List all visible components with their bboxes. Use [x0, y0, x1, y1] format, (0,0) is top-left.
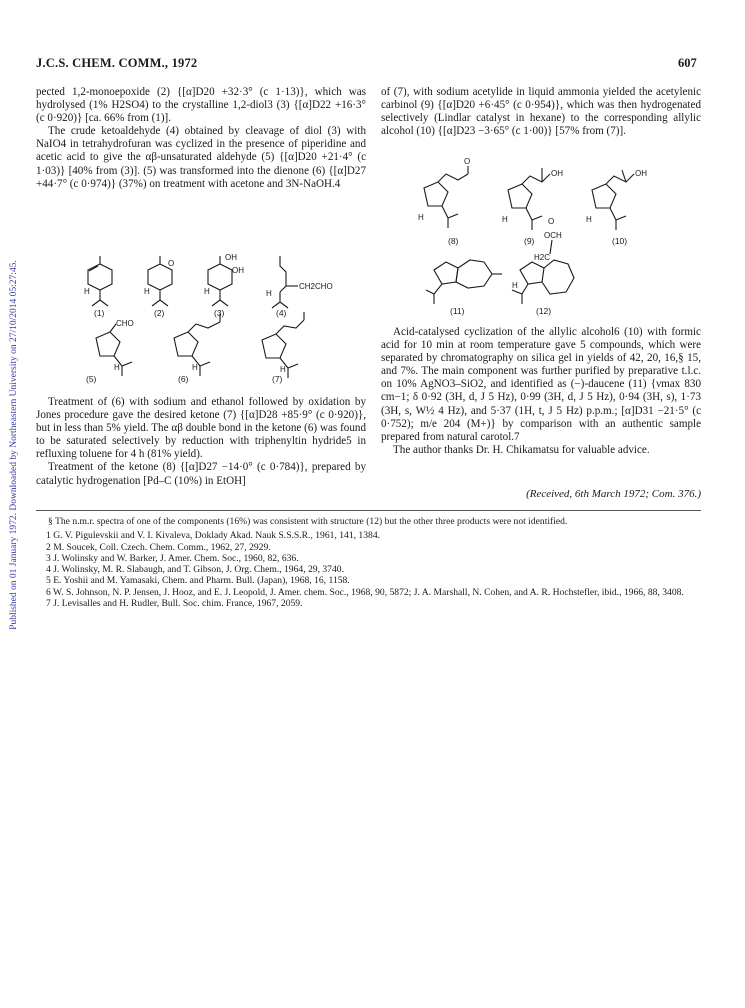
compound-label: (3)	[214, 308, 225, 318]
hydroxyl-label: OH	[225, 253, 237, 262]
compound-label: (5)	[86, 374, 97, 384]
h-label: H	[512, 281, 518, 290]
structures-1-4	[80, 253, 350, 318]
cho-label: CHO	[116, 319, 134, 328]
paragraph: The crude ketoaldehyde (4) obtained by cleavage of diol (3) with NaIO4 in tetrahydrofuran was cyclized in the presence of piperidine and acetic acid to give the αβ-unsaturated aldehyde (5) {[α]D20 +21·4° (c 1·03)} [40% from (3)]. (5) was transformed into the dienone (6) {[α]D27 +44·7° (c 0·974)} (37%) on treatment with acetone and 3N-NaOH.4	[36, 125, 366, 190]
compound-label: (7)	[272, 374, 283, 384]
left-column-bottom	[36, 396, 366, 488]
reference-item: 4 J. Wolinsky, M. R. Slabaugh, and T. Gibson, J. Org. Chem., 1964, 29, 3740.	[46, 564, 344, 576]
h-label: H	[114, 363, 120, 372]
reference-item: 3 J. Wolinsky and W. Barker, J. Amer. Chem. Soc., 1960, 82, 636.	[46, 552, 299, 564]
oxygen-label: O	[168, 259, 175, 268]
reference-item: 7 J. Levisalles and H. Rudler, Bull. Soc. chim. France, 1967, 2059.	[46, 598, 303, 610]
paragraph: Acid-catalysed cyclization of the allylic alcohol6 (10) with formic acid for 10 min at room temperature gave 5 compounds, which were separated by chromatography on silica gel in yields of 42, 20, 16,§ 15, and 7%. The main component was further purified by preparative t.l.c. on 10% AgNO3–SiO2, and identified as (−)-daucene (11) {νmax 830 cm−1; δ 0·92 (3H, d, J 5 Hz), 0·99 (3H, d, J 5 Hz), 0·94 (3H, s), 1·73 (3H, s, W½ 4 Hz), and 5·37 (1H, t, J 5 Hz) p.p.m.; [α]D31 −21·5° (c 0·752); m/e 204 (M+)} by comparison with an authentic sample prepared from natural carotol.7	[381, 326, 701, 443]
right-column-bottom	[381, 326, 701, 457]
hydroxyl-label: OH	[232, 266, 244, 275]
paragraph: The author thanks Dr. H. Chikamatsu for valuable advice.	[393, 443, 650, 456]
right-column-top	[381, 86, 701, 138]
h-label: H	[84, 287, 90, 296]
ch2cho-label: CH2CHO	[299, 282, 333, 291]
h-label: H	[418, 213, 424, 222]
reference-item: 6 W. S. Johnson, N. P. Jensen, J. Hooz, and E. J. Leopold, J. Amer. chem. Soc., 1968, 90, 5872; J. A. Marshall, N. Cohen, and A. R. Hochstefler, ibid., 1966, 88, 3408.	[46, 586, 684, 598]
oxygen-label: O	[464, 157, 471, 166]
compound-label: (2)	[154, 308, 165, 318]
left-column-top	[36, 86, 366, 191]
hydroxyl-label: OH	[635, 169, 647, 178]
paragraph: of (7), with sodium acetylide in liquid ammonia yielded the acetylenic carbinol (9) {[α]D20 +6·45° (c 0·954)}, which was then hydrogenated selectively (Lindlar catalyst in hexane) to the corresponding allylic alcohol (10) {[α]D23 −3·65° (c 1·00)} [57% from (7)].	[381, 86, 701, 138]
h-label: H	[586, 215, 592, 224]
h-label: H	[280, 365, 286, 374]
oxygen-label: O	[548, 217, 555, 226]
paragraph: Treatment of (6) with sodium and ethanol followed by oxidation by Jones procedure gave the desired ketone (7) {[α]D28 +85·9° (c 0·920)}, but in less than 5% yield. The αβ double bond in the ketone (6) was found to be saturated selectively by reduction with triphenyltin hydride5 in refluxing toluene for 4 h (81% yield).	[36, 396, 366, 461]
footnote-divider	[36, 510, 701, 511]
reference-item: 5 E. Yoshii and M. Yamasaki, Chem. and Pharm. Bull. (Japan), 1968, 16, 1158.	[46, 575, 350, 587]
h-label: H	[502, 215, 508, 224]
h-label: H	[266, 289, 272, 298]
compound-label: (1)	[94, 308, 105, 318]
reference-item: 1 G. V. Pigulevskii and V. I. Kivaleva, Doklady Akad. Nauk S.S.S.R., 1961, 141, 1384.	[46, 530, 381, 542]
compound-label: (9)	[524, 236, 535, 246]
structures-5-7	[86, 318, 346, 384]
h-label: H	[192, 363, 198, 372]
formyloxy-label: OCH	[544, 231, 562, 240]
paragraph: pected 1,2-monoepoxide (2) {[α]D20 +32·3° (c 1·13)}, which was hydrolysed (1% H2SO4) to the crystalline 1,2-diol3 (3) {[α]D22 +16·3° (c 0·920)} [ca. 66% from (1)].	[36, 86, 366, 125]
compound-label: (6)	[178, 374, 189, 384]
compound-label: (12)	[536, 306, 552, 316]
hydroxyl-label: OH	[551, 169, 563, 178]
reference-item: 2 M. Soucek, Coll. Czech. Chem. Comm., 1962, 27, 2929.	[46, 541, 271, 553]
h-label: H	[144, 287, 150, 296]
download-notice: Published on 01 January 1972. Downloaded by Northeastern University on 27/10/2014 05:27:45.	[9, 260, 19, 630]
h2c-label: H2C	[534, 253, 551, 262]
received-date: (Received, 6th March 1972; Com. 376.)	[526, 488, 701, 500]
paragraph: Treatment of the ketone (8) {[α]D27 −14·0° (c 0·784)}, prepared by catalytic hydrogenation [Pd–C (10%) in EtOH]	[36, 461, 366, 487]
journal-header: J.C.S. CHEM. COMM., 1972	[36, 56, 198, 70]
compound-label: (10)	[612, 236, 628, 246]
h-label: H	[204, 287, 210, 296]
footnotes	[36, 516, 701, 609]
compound-label: (4)	[276, 308, 287, 318]
compound-label: (8)	[448, 236, 459, 246]
compound-label: (11)	[450, 306, 465, 316]
footnote: § The n.m.r. spectra of one of the components (16%) was consistent with structure (12) but the other three products were not identified.	[48, 516, 568, 527]
page-number: 607	[678, 56, 697, 70]
